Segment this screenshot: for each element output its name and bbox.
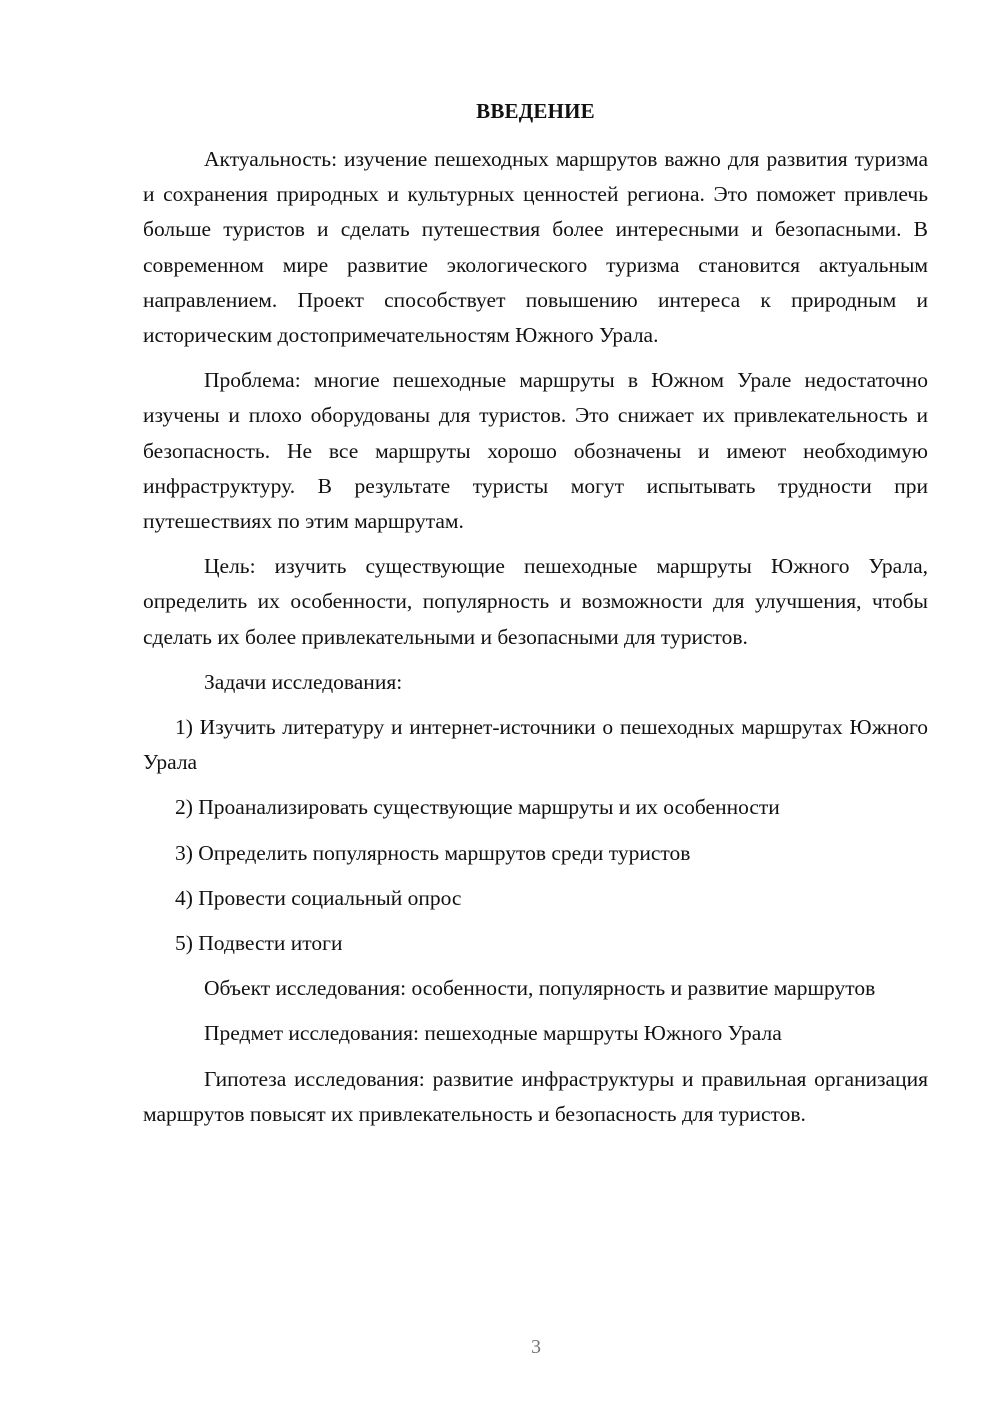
page-number: 3	[531, 1336, 541, 1358]
document-body	[143, 142, 928, 1142]
tasks-title: Задачи исследования:	[204, 669, 403, 694]
object-paragraph: Объект исследования: особенности, популярность и развитие маршрутов	[204, 976, 876, 1001]
hypothesis-paragraph: Гипотеза исследования: развитие инфраструктуры и правильная организация маршрутов повысят их привлекательность и безопасность для туристов.	[143, 1066, 928, 1126]
goal-paragraph: Цель: изучить существующие пешеходные маршруты Южного Урала, определить их особенности, популярность и возможности для улучшения, чтобы сделать их более привлекательными и безопасными для туристов.	[143, 554, 928, 649]
task-item: 2) Проанализировать существующие маршруты и их особенности	[175, 795, 780, 820]
relevance-paragraph: Актуальность: изучение пешеходных маршрутов важно для развития туризма и сохранения природных и культурных ценностей региона. Это поможет привлечь больше туристов и сделать путешествия более интересными и безопасными. В современном мире развитие экологического туризма становится актуальным направлением. Проект способствует повышению интереса к природным и историческим достопримечательностям Южного Урала.	[143, 147, 928, 348]
subject-paragraph: Предмет исследования: пешеходные маршруты Южного Урала	[204, 1021, 782, 1046]
problem-paragraph: Проблема: многие пешеходные маршруты в Южном Урале недостаточно изучены и плохо оборудованы для туристов. Это снижает их привлекательность и безопасность. Не все маршруты хорошо обозначены и имеют необходимую инфраструктуру. В результате туристы могут испытывать трудности при путешествиях по этим маршрутам.	[143, 368, 928, 534]
task-item: 1) Изучить литературу и интернет-источники о пешеходных маршрутах Южного Урала	[143, 715, 928, 775]
task-item: 3) Определить популярность маршрутов среди туристов	[175, 840, 691, 865]
task-item: 5) Подвести итоги	[175, 931, 343, 956]
task-item: 4) Провести социальный опрос	[175, 885, 462, 910]
page-title: ВВЕДЕНИЕ	[476, 99, 595, 123]
